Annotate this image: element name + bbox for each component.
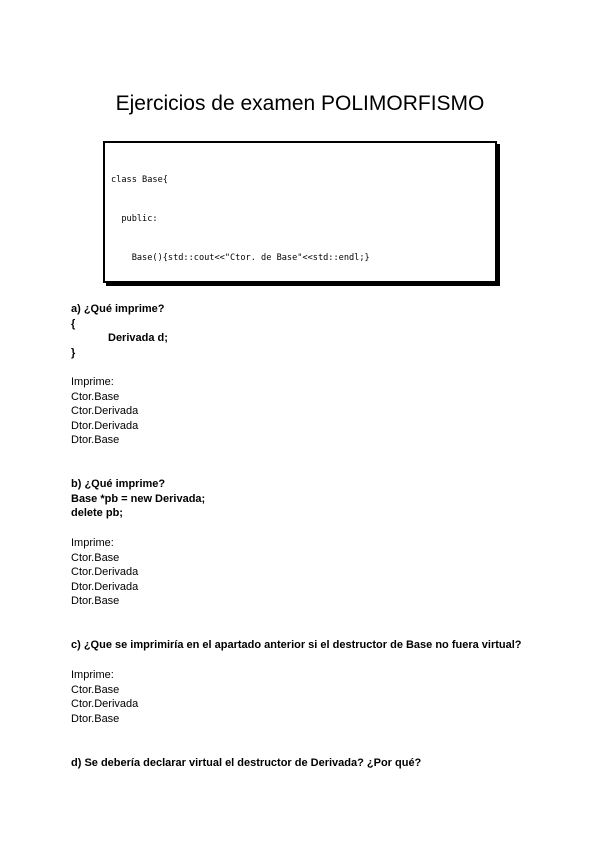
question-a: a) ¿Qué imprime? bbox=[71, 303, 165, 315]
answer-c bbox=[71, 668, 138, 726]
answer-label: Imprime: bbox=[71, 669, 114, 681]
answer-line: Dtor.Derivada bbox=[71, 580, 139, 593]
code-a-line: Derivada d; bbox=[108, 332, 168, 345]
answer-line: Dtor.Base bbox=[71, 595, 120, 608]
answer-line: Ctor.Base bbox=[71, 551, 120, 564]
answer-line: Ctor.Derivada bbox=[71, 698, 139, 711]
code-line: class Base{ bbox=[111, 175, 168, 185]
answer-line: Dtor.Base bbox=[71, 712, 120, 725]
answer-line: Ctor.Derivada bbox=[71, 405, 139, 418]
section-b bbox=[71, 477, 205, 521]
answer-a bbox=[71, 375, 138, 448]
answer-line: Ctor.Base bbox=[71, 683, 120, 696]
section-c bbox=[71, 638, 522, 653]
question-d: d) Se debería declarar virtual el destructor de Derivada? ¿Por qué? bbox=[71, 757, 422, 769]
section-d bbox=[71, 756, 421, 771]
answer-line: Ctor.Derivada bbox=[71, 566, 139, 579]
section-a bbox=[71, 302, 168, 360]
code-block bbox=[103, 141, 497, 283]
answer-b bbox=[71, 536, 138, 609]
answer-line: Ctor.Base bbox=[71, 390, 120, 403]
code-b-line: Base *pb = new Derivada; bbox=[71, 492, 206, 505]
answer-label: Imprime: bbox=[71, 537, 114, 549]
answer-line: Dtor.Base bbox=[71, 434, 120, 447]
code-a-line: { bbox=[71, 317, 76, 330]
answer-label: Imprime: bbox=[71, 376, 114, 388]
code-line: Base(){std::cout<<"Ctor. de Base"<<std::endl;} bbox=[111, 253, 370, 263]
question-b: b) ¿Qué imprime? bbox=[71, 478, 166, 490]
question-c: c) ¿Que se imprimiría en el apartado anterior si el destructor de Base no fuera virtual? bbox=[71, 639, 522, 651]
code-b-line: delete pb; bbox=[71, 507, 123, 520]
code-a-line: } bbox=[71, 346, 76, 359]
code-line: public: bbox=[111, 214, 158, 224]
page-title: Ejercicios de examen POLIMORFISMO bbox=[115, 92, 485, 115]
answer-line: Dtor.Derivada bbox=[71, 419, 139, 432]
